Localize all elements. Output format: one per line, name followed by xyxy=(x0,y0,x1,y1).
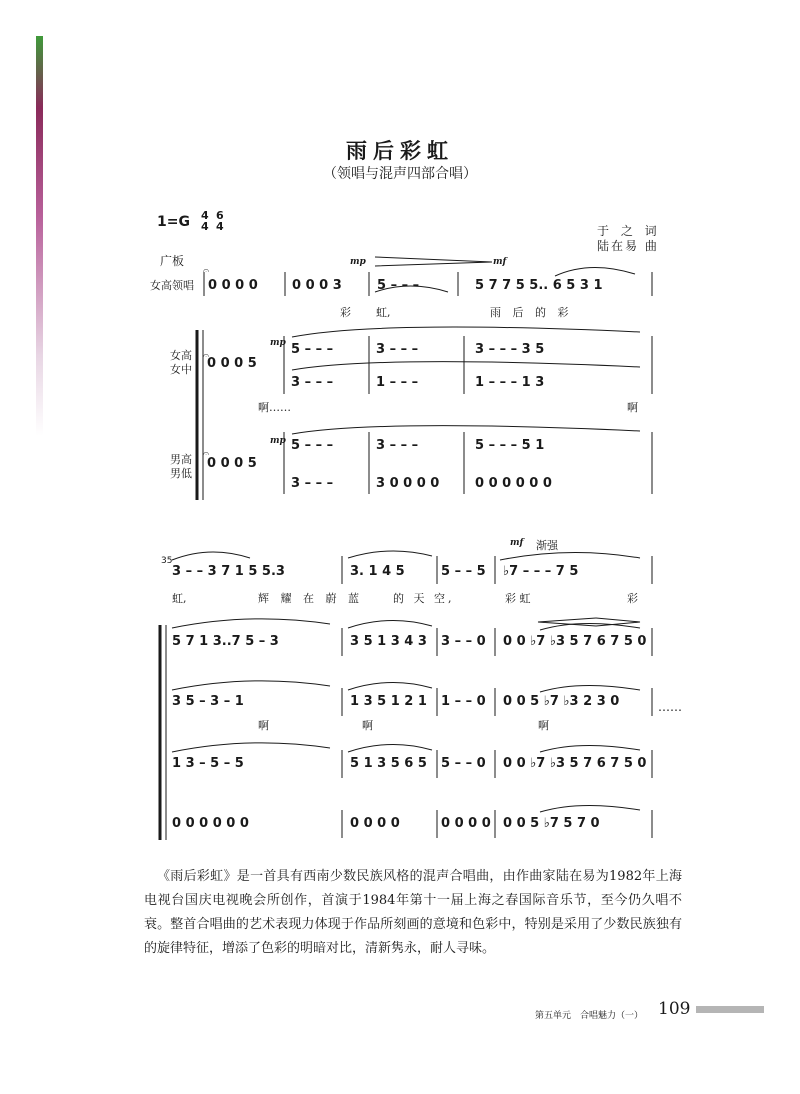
s2-female1-m2: 3 5 1 3 4 3 xyxy=(350,634,427,649)
song-subtitle: （领唱与混声四部合唱） xyxy=(323,166,477,182)
s1-female2-m2: 1 – – – xyxy=(376,375,419,390)
s1-lead-m1: 0 0 0 0 xyxy=(208,278,258,293)
s2-female1-m4: 0 0 ♭7 ♭3 5 7 6 7 5 0 xyxy=(503,634,647,649)
s1-female1-m2: 3 – – – xyxy=(376,342,419,357)
s2-lead-lyric-5: 彩 xyxy=(627,592,638,605)
s1-lead-lyric-2: 虹, xyxy=(376,306,391,319)
s1-male2-m1: 3 – – – xyxy=(291,476,334,491)
crescendo-marking: 渐强 xyxy=(536,539,558,552)
description-paragraph: 《雨后彩虹》是一首具有西南少数民族风格的混声合唱曲，由作曲家陆在易为1982年上海电视台国庆电视晚会所创作，首演于1984年第十一届上海之春国际音乐节，至今仍久唱不衰。整首合唱曲的艺术表现力体现于作品所刻画的意境和色彩中，特别是采用了少数民族独有的旋律特征，增添了色彩的明暗对比，清新隽永，耐人寻味。 xyxy=(144,869,682,956)
s1-female-lyric-b: 啊 xyxy=(627,401,638,414)
s2-male1-m3: 5 – – 0 xyxy=(441,756,486,771)
voice-label-female-1: 女高 xyxy=(170,349,192,362)
s2-lead-m1: 3 – – 3 7 1 5 5.3 xyxy=(172,564,285,579)
s1-female2-m1: 3 – – – xyxy=(291,375,334,390)
s1-lead-m3: 5 – – – xyxy=(377,278,420,293)
measure-number: 35 xyxy=(161,556,173,566)
s2-female2-m3: 1 – – 0 xyxy=(441,694,486,709)
page-number: 109 xyxy=(658,999,691,1019)
continuation-dots: …… xyxy=(658,700,682,714)
s2-female-lyric-2: 啊 xyxy=(362,719,373,732)
s2-lead-m4: ♭7 – – – 7 5 xyxy=(503,564,579,579)
dynamic-mp-male: mp xyxy=(270,436,286,446)
s2-male2-m4: 0 0 5 ♭7 5 7 0 xyxy=(503,816,600,831)
s1-male2-m2: 3 0 0 0 0 xyxy=(376,476,440,491)
s1-male2-m3: 0 0 0 0 0 0 xyxy=(475,476,552,491)
voice-label-lead: 女高领唱 xyxy=(150,279,194,292)
s1-female2-m3: 1 – – – 1 3 xyxy=(475,375,545,390)
s1-female1-m1: 5 – – – xyxy=(291,342,334,357)
s1-lead-m2: 0 0 0 3 xyxy=(292,278,342,293)
s2-female1-m3: 3 – – 0 xyxy=(441,634,486,649)
s1-male-pickup: 0 0 0 5 xyxy=(207,456,257,471)
s1-lead-lyric-1: 彩 xyxy=(340,306,351,319)
lyricist-credit: 于 之 词 xyxy=(597,224,661,238)
s2-male1-m1: 1 3 – 5 – 5 xyxy=(172,756,244,771)
dynamic-mp-lead: mp xyxy=(350,257,366,267)
footer-decoration-bar xyxy=(696,1006,764,1013)
s1-male1-m1: 5 – – – xyxy=(291,438,334,453)
footer-unit-label: 第五单元 合唱魅力（一） xyxy=(535,1011,644,1021)
s2-lead-m3: 5 – – 5 xyxy=(441,564,486,579)
s2-female2-m1: 3 5 – 3 – 1 xyxy=(172,694,244,709)
s2-lead-m2: 3. 1 4 5 xyxy=(350,564,405,579)
s2-lead-lyric-2: 辉 耀 在 蔚 蓝 xyxy=(258,592,363,605)
s2-male1-m4: 0 0 ♭7 ♭3 5 7 6 7 5 0 xyxy=(503,756,647,771)
tempo-marking: 广板 xyxy=(160,254,185,268)
fermata-lead: 𝄐 xyxy=(203,264,210,277)
fermata-male: 𝄐 xyxy=(203,447,210,460)
song-title: 雨后彩虹 xyxy=(346,138,454,163)
s1-male1-m3: 5 – – – 5 1 xyxy=(475,438,545,453)
s1-lead-m4: 5 7 7 5 5.. 6 5 3 1 xyxy=(475,278,603,293)
s2-male2-m1: 0 0 0 0 0 0 xyxy=(172,816,249,831)
s2-female-lyric-3: 啊 xyxy=(538,719,549,732)
dynamic-mp-female: mp xyxy=(270,338,286,348)
s1-lead-lyric-3: 雨 后 的 彩 xyxy=(490,306,573,319)
dynamic-mf-lead: mf xyxy=(493,257,507,267)
s2-lead-lyric-1: 虹, xyxy=(172,592,187,605)
s2-male2-m3: 0 0 0 0 xyxy=(441,816,491,831)
time-signature-a: 4 4 xyxy=(201,209,209,233)
s1-male1-m2: 3 – – – xyxy=(376,438,419,453)
s2-female2-m2: 1 3 5 1 2 1 xyxy=(350,694,427,709)
voice-label-female-2: 女中 xyxy=(170,363,192,376)
dynamic-mf-s2: mf xyxy=(510,538,524,548)
s2-lead-lyric-4: 彩 虹 xyxy=(505,592,531,605)
fermata-female: 𝄐 xyxy=(203,349,210,362)
composer-credit: 陆在易 曲 xyxy=(597,239,659,253)
s2-female1-m1: 5 7 1 3..7 5 – 3 xyxy=(172,634,279,649)
s2-lead-lyric-3: 的 天 空, xyxy=(393,592,455,605)
s1-female-lyric-a: 啊…… xyxy=(258,401,291,414)
voice-label-male-2: 男低 xyxy=(170,467,192,480)
s1-female1-m3: 3 – – – 3 5 xyxy=(475,342,545,357)
s2-female2-m4: 0 0 5 ♭7 ♭3 2 3 0 xyxy=(503,694,620,709)
key-signature: 1=G xyxy=(157,214,190,230)
s2-male1-m2: 5 1 3 5 6 5 xyxy=(350,756,427,771)
voice-label-male-1: 男高 xyxy=(170,453,192,466)
s2-male2-m2: 0 0 0 0 xyxy=(350,816,400,831)
s2-female-lyric-1: 啊 xyxy=(258,719,269,732)
time-signature-b: 6 4 xyxy=(216,209,224,233)
s1-female-pickup: 0 0 0 5 xyxy=(207,356,257,371)
